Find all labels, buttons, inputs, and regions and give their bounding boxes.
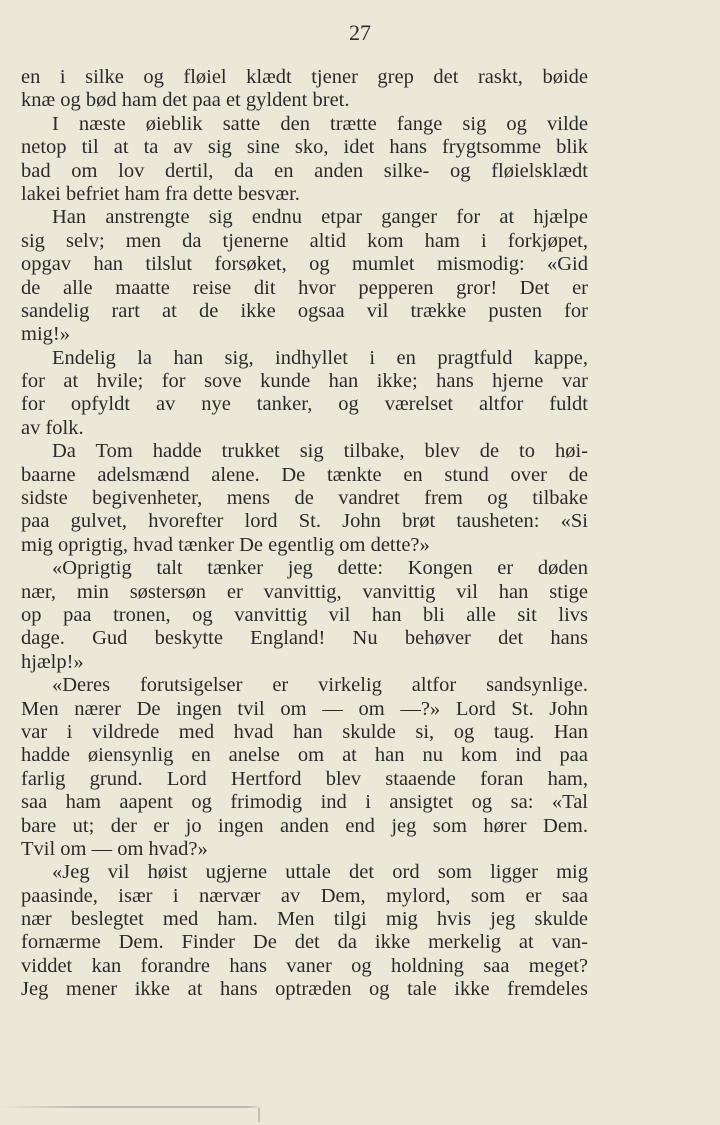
text-line: bare ut; der er jo ingen anden end jeg som hører Dem. (21, 814, 588, 837)
text-line: hadde øiensynlig en anelse om at han nu kom ind paa (21, 744, 588, 767)
text-line: fornærme Dem. Finder De det da ikke merkelig at van- (21, 931, 588, 954)
text-line: mig oprigtig, hvad tænker De egentlig om dette?» (21, 533, 430, 556)
text-line: for opfyldt av nye tanker, og værelset altfor fuldt (21, 393, 588, 416)
scan-edge-line (0, 1106, 262, 1108)
page-number: 27 (349, 20, 371, 45)
text-line: netop til at ta av sig sine sko, idet hans frygtsomme blik (21, 136, 588, 159)
text-line: knæ og bød ham det paa et gyldent bret. (21, 89, 350, 112)
text-line: hjælp!» (21, 650, 84, 673)
text-line: sidste begivenheter, mens de vandret frem og tilbake (21, 487, 588, 510)
text-line: Da Tom hadde trukket sig tilbake, blev de to høi- (52, 440, 588, 463)
text-line: sandelig rart at de ikke ogsaa vil trække pusten for (21, 299, 588, 322)
text-line: paasinde, især i nærvær av Dem, mylord, som er saa (21, 884, 588, 907)
text-line: «Jeg vil høist ugjerne uttale det ord som ligger mig (52, 861, 588, 884)
text-line: bad om lov dertil, da en anden silke- og fløielsklædt (21, 159, 588, 182)
text-line: paa gulvet, hvorefter lord St. John brøt taushеten: «Si (21, 510, 588, 533)
text-line: «Deres forutsigelser er virkelig altfor sandsynlige. (52, 674, 588, 697)
text-line: farlig grund. Lord Hertford blev staaende foran ham, (21, 767, 588, 790)
text-line: de alle maatte reise dit hvor pepperen gror! Det er (21, 276, 588, 299)
text-line: for at hvile; for sove kunde han ikke; hans hjerne var (21, 370, 588, 393)
text-line: viddet kan forandre hans vaner og holdning saa meget? (21, 954, 588, 977)
text-line: Endelig la han sig, indhyllet i en pragtfuld kappe, (52, 346, 588, 369)
text-line: mig!» (21, 323, 70, 346)
text-line: lakei befriet ham fra dette besvær. (21, 182, 300, 205)
text-line: Men nærer De ingen tvil om — om —?» Lord St. John (21, 697, 588, 720)
text-line: nær beslegtet med ham. Men tilgi mig hvis jeg skulde (21, 908, 588, 931)
text-line: nær, min søstersøn er vanvittig, vanvittig vil han stige (21, 580, 588, 603)
text-line: «Oprigtig talt tænker jeg dette: Kongen er døden (52, 557, 588, 580)
text-line: Han anstrengte sig endnu etpar ganger for at hjælpe (52, 206, 588, 229)
body-text (21, 66, 588, 1002)
text-line: av folk. (21, 416, 84, 439)
text-line: baarne adelsmænd alene. De tænkte en stund over de (21, 463, 588, 486)
text-line: sig selv; men da tjenerne altid kom ham i forkjøpet, (21, 229, 588, 252)
text-line: saa ham aapent og frimodig ind i ansigtet og sa: «Tal (21, 791, 588, 814)
text-line: dage. Gud beskytte England! Nu behøver det hans (21, 627, 588, 650)
text-line: en i silke og fløiel klædt tjener grep det raskt, bøide (21, 66, 588, 88)
scan-edge-tick (258, 1108, 260, 1122)
text-line: op paa tronen, og vanvittig vil han bli alle sit livs (21, 603, 588, 626)
text-line: Tvil om — om hvad?» (21, 837, 208, 860)
text-line: opgav han tilslut forsøket, og mumlet mismodig: «Gid (21, 253, 588, 276)
text-line: I næste øieblik satte den trætte fange sig og vilde (52, 112, 588, 135)
text-line: var i vildrede med hvad han skulde si, og taug. Han (21, 720, 588, 743)
text-line: Jeg mener ikke at hans optræden og tale ikke fremdeles (21, 978, 588, 1001)
